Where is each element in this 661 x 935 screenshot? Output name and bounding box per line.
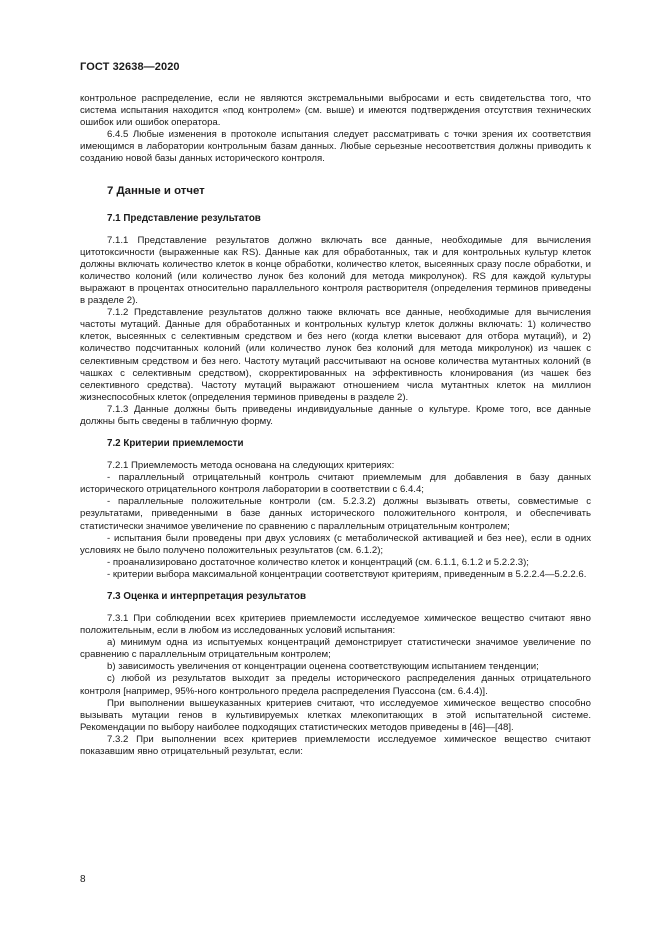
list-item: c) любой из результатов выходит за пределы исторического распределения данных отрицательного контроля [например, 95%-ного контрольного предела распределения Пуассона (см. 6.4.4)]. bbox=[80, 673, 591, 697]
subsection-heading-7-2: 7.2 Критерии приемлемости bbox=[107, 438, 244, 450]
paragraph-7-3-1: 7.3.1 При соблюдении всех критериев приемлемости исследуемое химическое вещество считают явно положительным, если в любом из исследованных условий испытания: bbox=[80, 613, 591, 637]
subsection-heading-7-3: 7.3 Оценка и интерпретация результатов bbox=[107, 591, 306, 602]
page-number: 8 bbox=[80, 874, 86, 885]
section-heading-7: 7 Данные и отчет bbox=[107, 184, 205, 197]
paragraph-7-3-2: 7.3.2 При выполнении всех критериев приемлемости исследуемое химическое вещество считают показавшим явно отрицательный результат, если: bbox=[80, 733, 591, 758]
document-code: ГОСТ 32638—2020 bbox=[80, 61, 180, 73]
list-item: - испытания были проведены при двух условиях (с метаболической активацией и без нее), если в одних условиях не было получено положительных результатов (см. 6.1.2); bbox=[80, 532, 591, 556]
paragraph-6-4-5: 6.4.5 Любые изменения в протоколе испытания следует рассматривать с точки зрения их соответствия имеющимся в лаборатории контрольным базам данных. Любые серьезные несоответствия должны приводить к созданию новой базы данных исторического контроля. bbox=[80, 129, 591, 165]
document-body bbox=[80, 93, 591, 758]
paragraph-7-2-1: 7.2.1 Приемлемость метода основана на следующих критериях: bbox=[107, 460, 395, 472]
list-item: b) зависимость увеличения от концентрации оценена соответствующим испытанием тенденции; bbox=[107, 661, 539, 673]
list-item: a) минимум одна из испытуемых концентраций демонстрирует статистически значимое увеличение по сравнению с параллельным отрицательным контролем; bbox=[80, 637, 591, 661]
list-item: - параллельный отрицательный контроль считают приемлемым для добавления в базу данных исторического отрицательного контроля лаборатории в соответствии с 6.4.4; bbox=[80, 472, 591, 496]
list-item: - параллельные положительные контроли (см. 5.2.3.2) должны вызывать ответы, совместимые с результатами, приведенными в базе данных исторического положительного контроля, и обеспечивать статистически значимое увеличение по сравнению с параллельным отрицательным контролем; bbox=[80, 496, 591, 532]
list-item: - проанализировано достаточное количество клеток и концентраций (см. 6.1.1, 6.1.2 и 5.2.2.3); bbox=[107, 556, 529, 568]
paragraph-7-1-3: 7.1.3 Данные должны быть приведены индивидуальные данные о культуре. Кроме того, все данные должны быть сведены в табличную форму. bbox=[80, 403, 591, 427]
paragraph-7-1-1: 7.1.1 Представление результатов должно включать все данные, необходимые для вычисления цитотоксичности (выраженные как RS). Данные как для обработанных, так и для контрольных культур клеток должны включать количество клеток в конце обработки, количество клеток, высеянных сразу после обработки, и количество колоний (или количество лунок без колоний для метода микролунок). RS для каждой культуры выражают в процентах относительно параллельного контроля растворителя (определения терминов приведены в разделе 2). bbox=[80, 234, 591, 307]
subsection-heading-7-1: 7.1 Представление результатов bbox=[107, 212, 261, 224]
paragraph-7-3-1-conclusion: При выполнении вышеуказанных критериев считают, что исследуемое химическое вещество способно вызывать мутации генов в культивируемых клетках млекопитающих в этой испытательной системе. Рекомендации по выбору наиболее подходящих статистических методов приведены в [46]—[48]. bbox=[80, 697, 591, 733]
list-item: - критерии выбора максимальной концентрации соответствуют критериям, приведенным в 5.2.2.4—5.2.2.6. bbox=[107, 568, 587, 580]
paragraph-continuation: контрольное распределение, если не являются экстремальными выбросами и есть свидетельства того, что система испытания находится «под контролем» (см. выше) и имеются подтверждения отсутствия технических ошибок или ошибок оператора. bbox=[80, 93, 591, 129]
paragraph-7-1-2: 7.1.2 Представление результатов должно также включать все данные, необходимые для вычисления частоты мутаций. Данные для обработанных и контрольных культур клеток должны включать: 1) количество клеток, высеянных с селективным средством и без него (когда клетки высевают для отбора мутаций), и 2) количество подсчитанных колоний (или количество лунок без колоний для метода микролунок) из чашек с селективным средством и без него. Частоту мутаций рассчитывают на основе количества мутантных колоний (в чашках с селективным средством), скорректированных на эффективность клонирования (из чашек без селективного средства). Частоту мутаций выражают отношением числа мутантных клеток на миллион жизнеспособных клеток (определения терминов приведены в разделе 2). bbox=[80, 307, 591, 403]
